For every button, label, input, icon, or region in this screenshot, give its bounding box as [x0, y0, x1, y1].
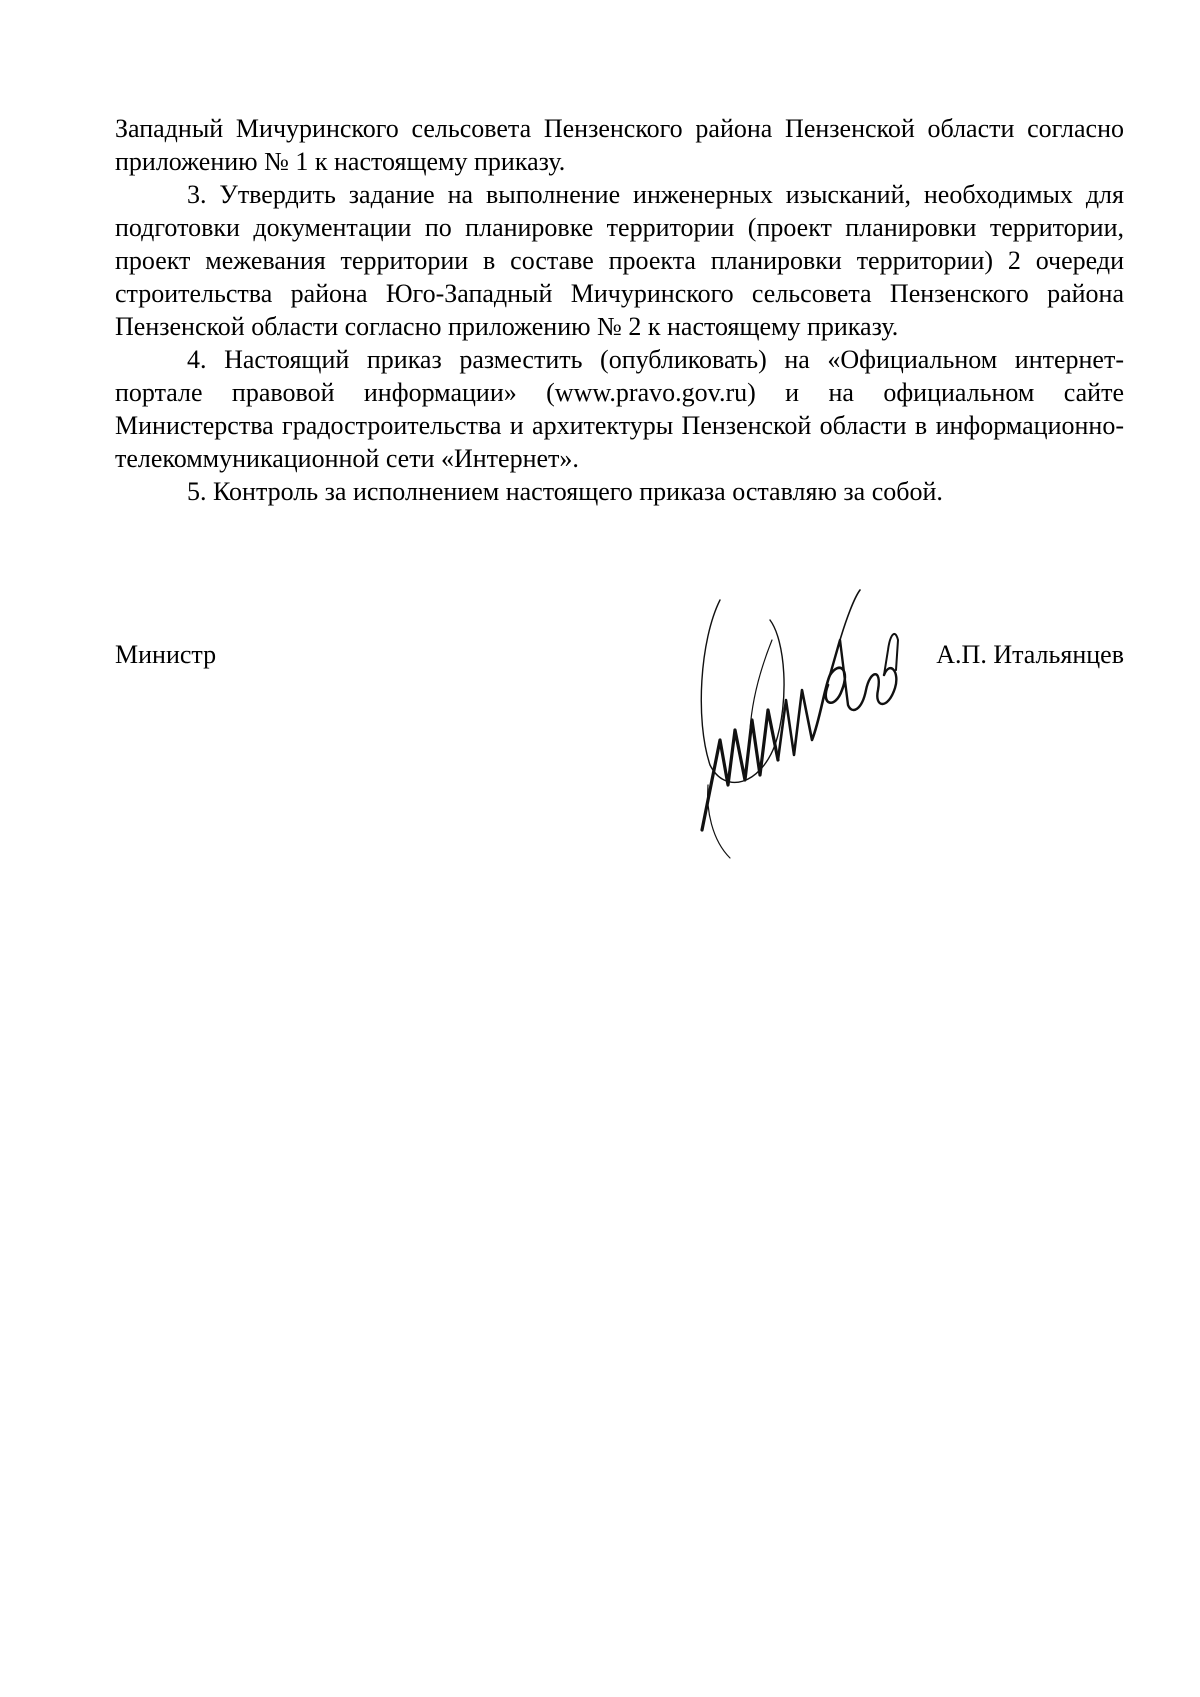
paragraph-item-4: 4. Настоящий приказ разместить (опубликовать) на «Официальном интернет-портале правовой информации» (www.pravo.gov.ru) и на официальном сайте Министерства градостроительства и архитектуры Пензенской области в информационно-телекоммуникационной сети «Интернет».	[115, 345, 1124, 473]
document-body	[115, 112, 1124, 508]
paragraph-item-5: 5. Контроль за исполнением настоящего приказа оставляю за собой.	[187, 477, 943, 506]
signatory-name: А.П. Итальянцев	[936, 640, 1124, 669]
paragraph-continuation: Западный Мичуринского сельсовета Пензенского района Пензенской области согласно приложению № 1 к настоящему приказу.	[115, 114, 1124, 176]
signatory-title: Министр	[115, 640, 217, 669]
paragraph-item-3: 3. Утвердить задание на выполнение инженерных изысканий, необходимых для подготовки документации по планировке территории (проект планировки территории, проект межевания территории в составе проекта планировки территории) 2 очереди строительства района Юго-Западный Мичуринского сельсовета Пензенского района Пензенской области согласно приложению № 2 к настоящему приказу.	[115, 180, 1124, 341]
handwritten-signature	[690, 580, 920, 860]
